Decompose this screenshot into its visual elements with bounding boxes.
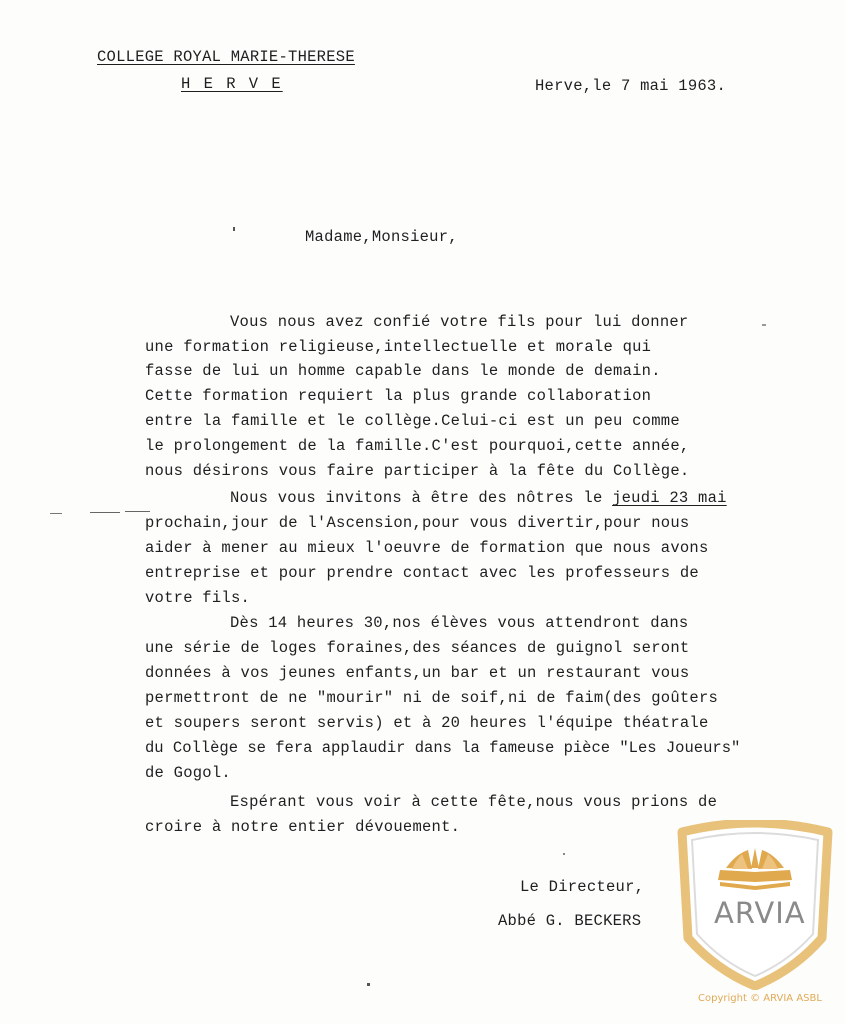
body-line: Cette formation requiert la plus grande collaboration bbox=[145, 387, 652, 405]
invitation-text: Nous vous invitons à être des nôtres le bbox=[230, 489, 613, 507]
stray-mark bbox=[125, 511, 150, 512]
stray-mark bbox=[367, 983, 370, 986]
body-line: aider à mener au mieux l'oeuvre de formation que nous avons bbox=[145, 539, 709, 557]
stray-mark bbox=[563, 853, 565, 855]
body-line: entreprise et pour prendre contact avec les professeurs de bbox=[145, 564, 699, 582]
body-line: votre fils. bbox=[145, 589, 251, 607]
institution-name: COLLEGE ROYAL MARIE-THERESE bbox=[97, 48, 355, 66]
stray-mark bbox=[762, 324, 766, 326]
body-line: une formation religieuse,intellectuelle et morale qui bbox=[145, 338, 652, 356]
institution-city: H E R V E bbox=[181, 75, 283, 93]
body-line: prochain,jour de l'Ascension,pour vous divertir,pour nous bbox=[145, 514, 690, 532]
signature-name: Abbé G. BECKERS bbox=[498, 912, 642, 930]
body-line: Vous nous avez confié votre fils pour lui donner bbox=[230, 313, 689, 331]
body-line bbox=[230, 489, 727, 507]
body-line: le prolongement de la famille.C'est pourquoi,cette année, bbox=[145, 437, 690, 455]
body-line: de Gogol. bbox=[145, 764, 231, 782]
body-line: et soupers seront servis) et à 20 heures l'équipe théatrale bbox=[145, 714, 709, 732]
event-date: jeudi 23 mai bbox=[612, 489, 727, 507]
body-line: croire à notre entier dévouement. bbox=[145, 818, 461, 836]
body-line: nous désirons vous faire participer à la fête du Collège. bbox=[145, 462, 690, 480]
place-date: Herve,le 7 mai 1963. bbox=[535, 77, 727, 95]
body-line: une série de loges foraines,des séances de guignol seront bbox=[145, 639, 690, 657]
salutation: Madame,Monsieur, bbox=[305, 228, 458, 246]
stray-mark bbox=[90, 512, 120, 513]
signature-title: Le Directeur, bbox=[520, 878, 645, 896]
copyright-notice: Copyright © ARVIA ASBL bbox=[698, 993, 822, 1004]
body-line: permettront de ne "mourir" ni de soif,ni de faim(des goûters bbox=[145, 689, 719, 707]
body-line: Dès 14 heures 30,nos élèves vous attendront dans bbox=[230, 614, 689, 632]
body-line: entre la famille et le collège.Celui-ci est un peu comme bbox=[145, 412, 680, 430]
body-line: données à vos jeunes enfants,un bar et un restaurant vous bbox=[145, 664, 690, 682]
body-line: Espérant vous voir à cette fête,nous vous prions de bbox=[230, 793, 718, 811]
body-line: du Collège se fera applaudir dans la fameuse pièce "Les Joueurs" bbox=[145, 739, 741, 757]
arvia-logo-text: ARVIA bbox=[714, 896, 806, 930]
body-line: fasse de lui un homme capable dans le monde de demain. bbox=[145, 362, 661, 380]
stray-mark bbox=[50, 513, 62, 514]
stray-mark bbox=[233, 227, 235, 231]
